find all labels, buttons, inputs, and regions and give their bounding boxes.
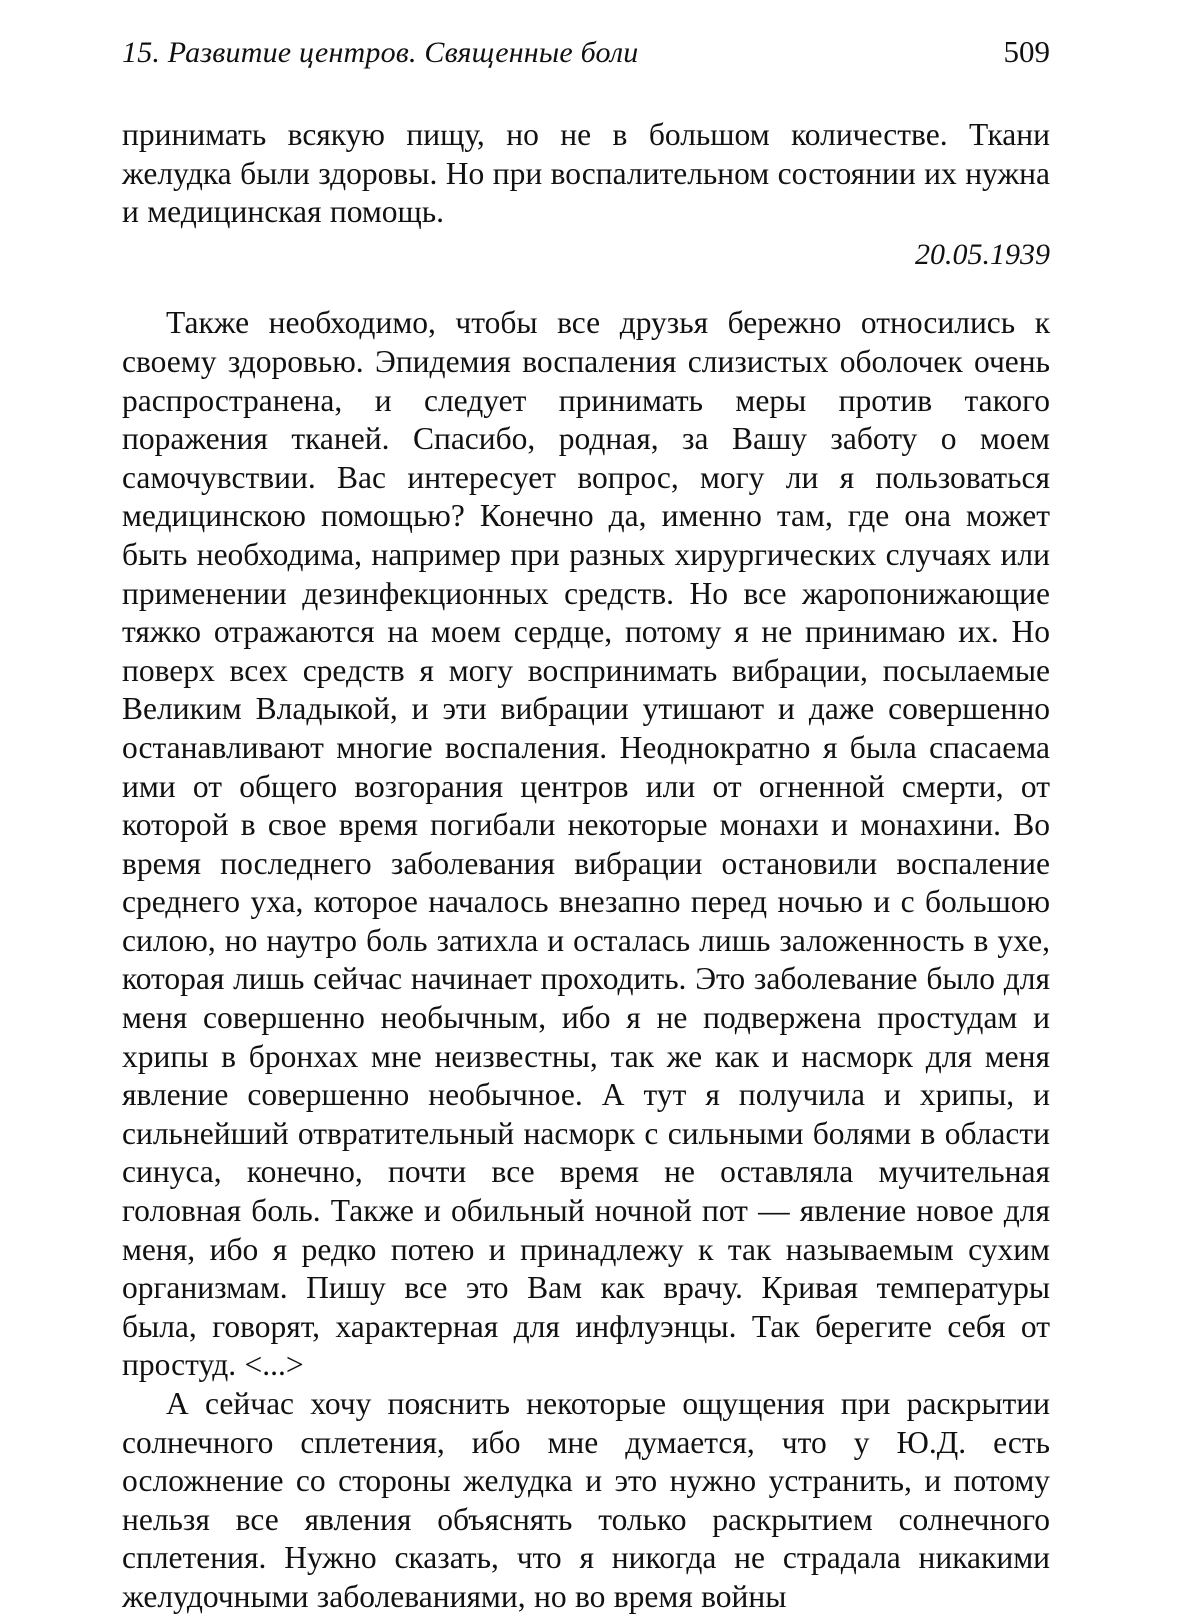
paragraph: Также необходимо, чтобы все друзья бережно относились к своему здоровью. Эпидемия воспаления слизистых оболочек очень распространена, и следует принимать меры против такого поражения тканей. Спасибо, родная, за Вашу заботу о моем самочувствии. Вас интересует вопрос, могу ли я пользоваться медицинскою помощью? Конечно да, именно там, где она может быть необходима, например при разных хирургических случаях или применении дезинфекционных средств. Но все жаропонижающие тяжко отражаются на моем сердце, потому я не принимаю их. Но поверх всех средств я могу воспринимать вибрации, посылаемые Великим Владыкой, и эти вибрации утишают и даже совершенно останавливают многие воспаления. Неоднократно я была спасаема ими от общего возгорания центров или от огненной смерти, от которой в свое время погибали некоторые монахи и монахини. Во время последнего заболевания вибрации остановили воспаление среднего уха, которое началось внезапно перед ночью и с большою силою, но наутро боль затихла и осталась лишь заложенность в ухе, которая лишь сейчас начинает проходить. Это заболевание было для меня совершенно необычным, ибо я не подвержена простудам и хрипы в бронхах мне неизвестны, так же как и насморк для меня явление совершенно необычное. А тут я получила и хрипы, и сильнейший отвратительный насморк с сильными болями в области синуса, конечно, почти все время не оставляла мучительная головная боль. Также и обильный ночной пот — явление новое для меня, ибо я редко потею и принадлежу к так называемым сухим организмам. Пишу все это Вам как врачу. Кривая температуры была, говорят, характерная для инфлуэнцы. Так берегите себя от простуд. <...> (122, 305, 1050, 1383)
running-title: 15. Развитие центров. Священные боли (122, 36, 639, 69)
running-head (122, 34, 1050, 86)
paragraph: А сейчас хочу пояснить некоторые ощущения при раскрытии солнечного сплетения, ибо мне думается, что у Ю.Д. есть осложнение со стороны желудка и это нужно устранить, и потому нельзя все явления объяснять только раскрытием солнечного сплетения. Нужно сказать, что я никогда не страдала никакими желудочными заболеваниями, но во время войны (122, 1386, 1050, 1614)
section-spacer (122, 274, 1050, 304)
page-number: 509 (1003, 34, 1050, 69)
body-text (122, 116, 1050, 1617)
paragraph-continued: принимать всякую пищу, но не в большом количестве. Ткани желудка были здоровы. Но при воспалительном состоянии их нужна и медицинская помощь. (122, 117, 1050, 230)
book-page (122, 34, 1050, 1617)
letter-date: 20.05.1939 (915, 237, 1050, 271)
